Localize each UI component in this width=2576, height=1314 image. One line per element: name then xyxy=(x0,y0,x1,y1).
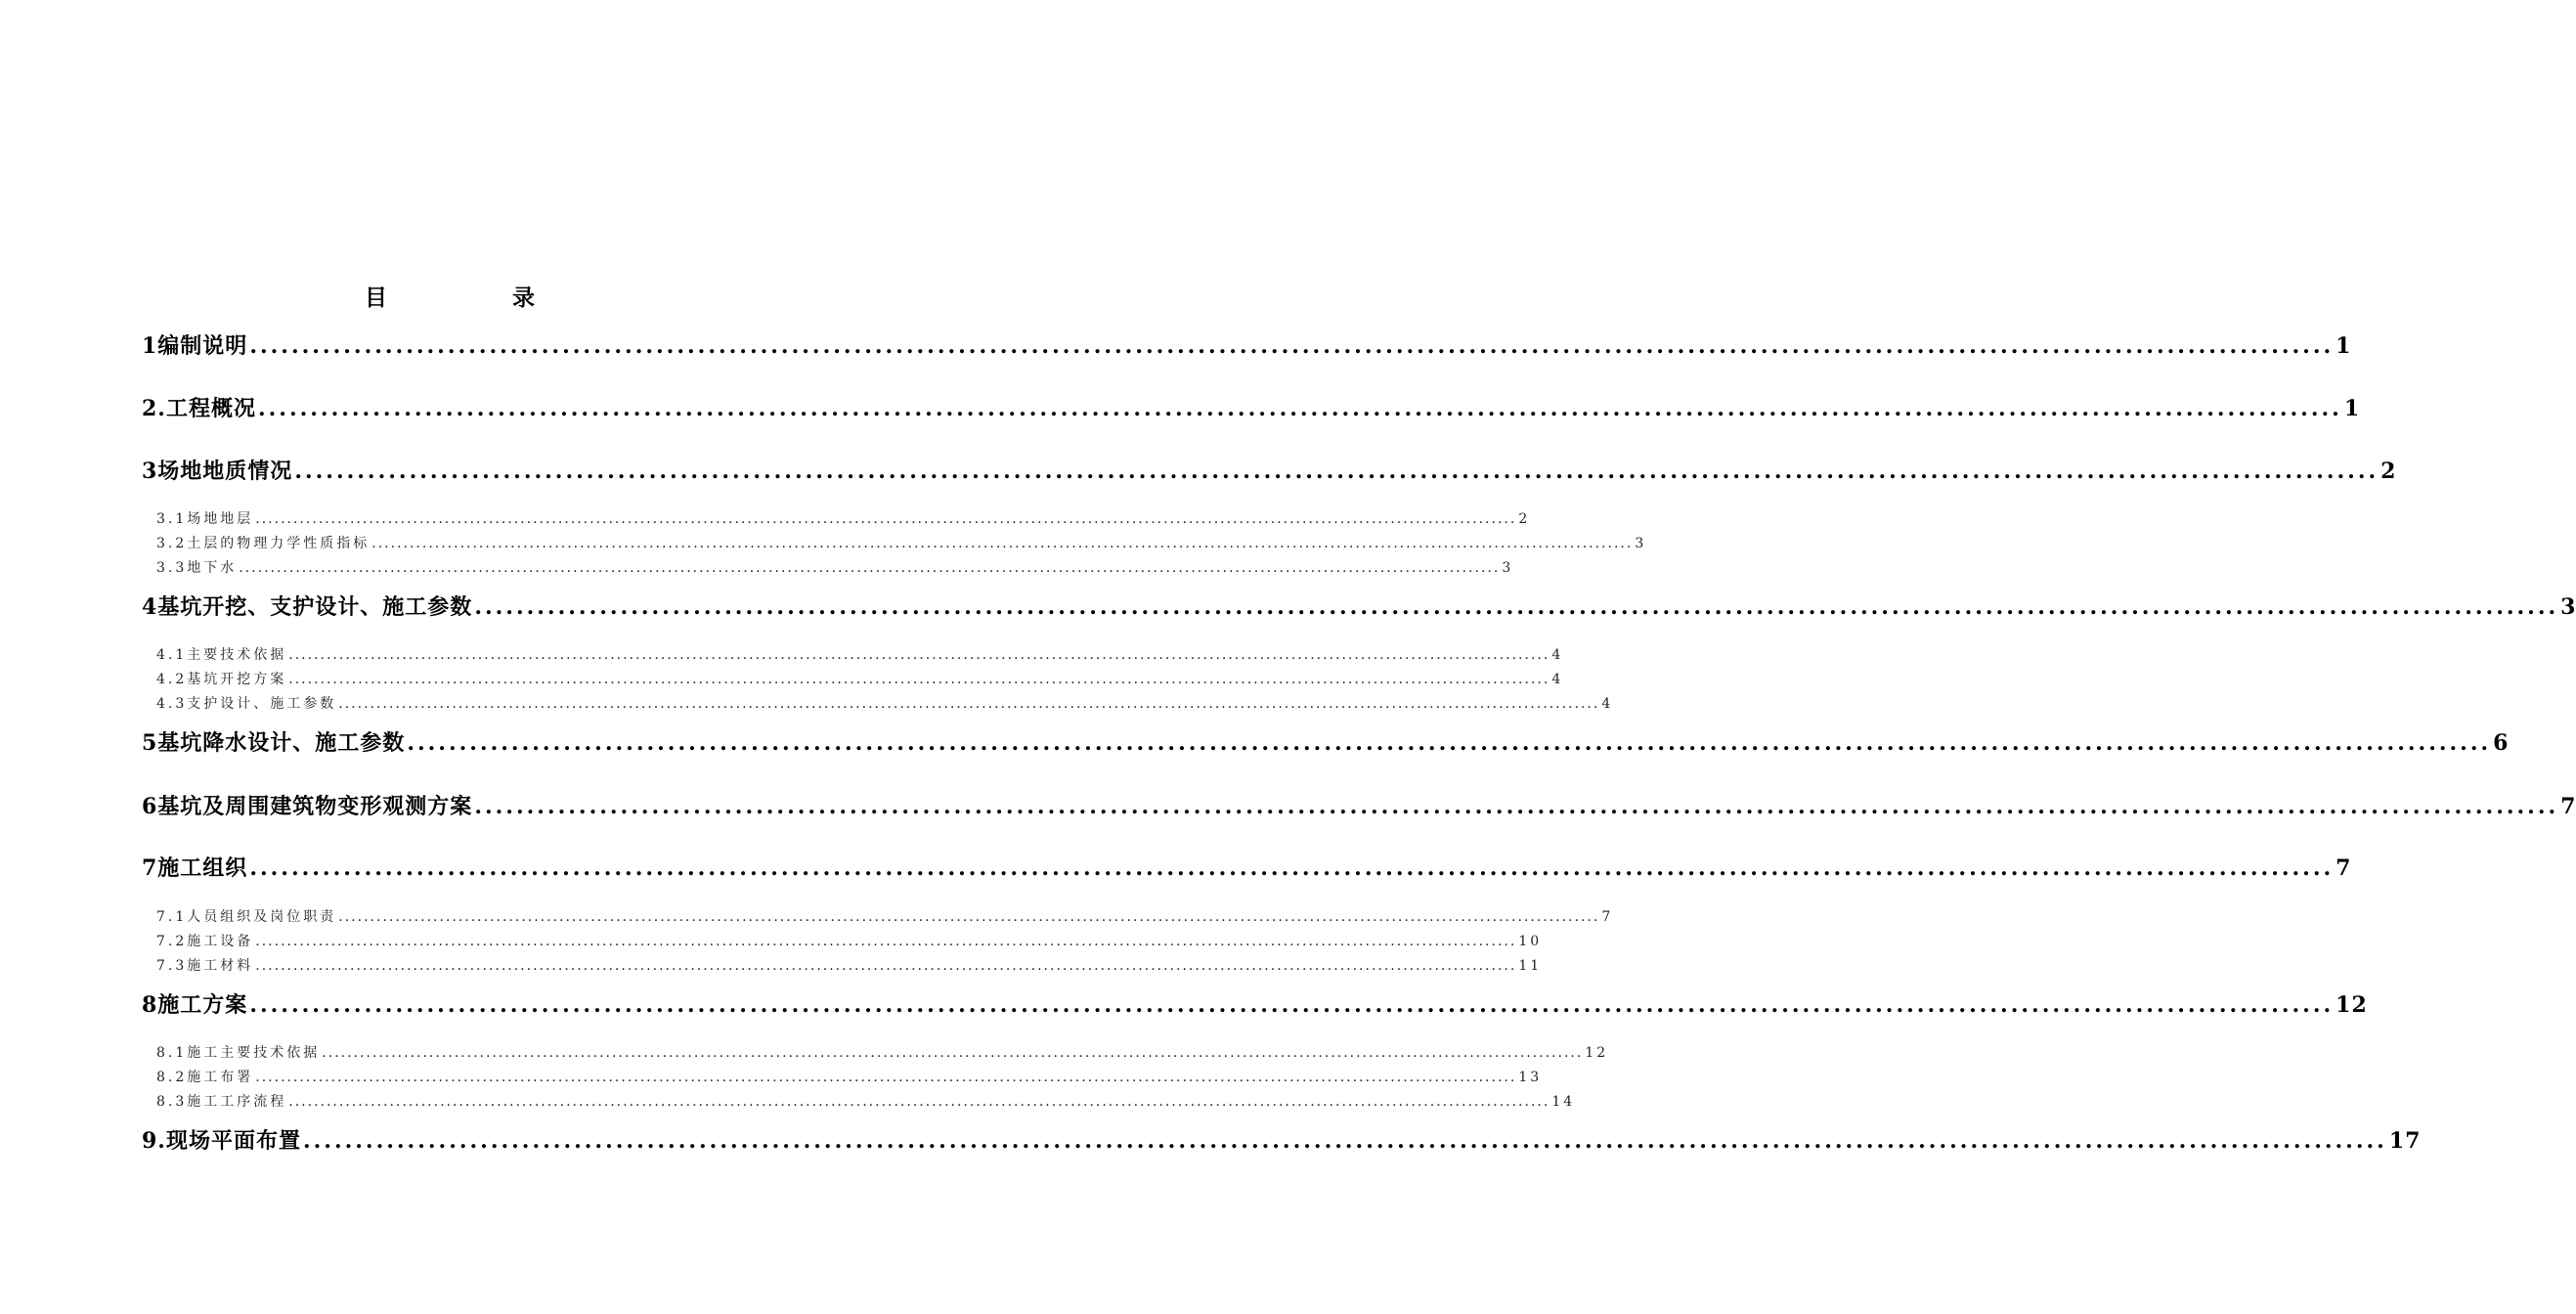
toc-entry-page: 4 xyxy=(1551,647,1564,663)
toc-entry-page: 14 xyxy=(1551,1094,1576,1110)
toc-entry-4-3[interactable] xyxy=(156,693,1614,713)
toc-entry-4-2[interactable] xyxy=(156,669,1564,688)
toc-entry-page: 11 xyxy=(1518,958,1543,974)
dot-leader: ........................................................................................................................................................................................................ xyxy=(249,855,2335,881)
toc-entry-page: 3 xyxy=(1635,536,1647,551)
dot-leader: ........................................................................................................................................................................................................ xyxy=(288,672,1550,687)
dot-leader: ........................................................................................................................................................................................................ xyxy=(302,1128,2387,1154)
toc-entry-label: 4.2基坑开挖方案 xyxy=(156,672,287,687)
toc-entry-page: 3 xyxy=(1502,560,1514,576)
toc-entry-label: 7.1人员组织及岗位职责 xyxy=(156,909,337,925)
toc-entry-label: 3.3地下水 xyxy=(156,560,238,576)
toc-entry-page: 12 xyxy=(1585,1045,1609,1061)
toc-entry-label: 3.2土层的物理力学性质指标 xyxy=(156,536,371,551)
toc-title: 目 录 xyxy=(364,285,593,311)
dot-leader: ........................................................................................................................................................................................................ xyxy=(255,1070,1517,1085)
toc-entry-label: 7施工组织 xyxy=(142,855,248,881)
dot-leader: ........................................................................................................................................................................................................ xyxy=(407,730,2492,756)
toc-entry-7-1[interactable] xyxy=(156,906,1614,926)
toc-entry-page: 4 xyxy=(1551,672,1564,687)
toc-entry-page: 13 xyxy=(1518,1070,1543,1085)
toc-entry-label: 2.工程概况 xyxy=(142,396,256,421)
toc-entry-label: 3场地地质情况 xyxy=(142,459,293,484)
toc-entry-page: 10 xyxy=(1518,934,1543,949)
toc-entry-label: 4基坑开挖、支护设计、施工参数 xyxy=(142,594,473,620)
toc-entry-page: 2 xyxy=(1518,511,1531,527)
dot-leader: ........................................................................................................................................................................................................ xyxy=(338,909,1600,925)
toc-entry-3-1[interactable] xyxy=(156,508,1531,528)
toc-entry-label: 9.现场平面布置 xyxy=(142,1128,301,1154)
toc-entry-6[interactable] xyxy=(142,790,2576,819)
toc-entry-label: 7.3施工材料 xyxy=(156,958,254,974)
toc-entry-page: 12 xyxy=(2336,992,2368,1018)
toc-entry-3-2[interactable] xyxy=(156,533,1647,552)
toc-entry-label: 4.1主要技术依据 xyxy=(156,647,287,663)
dot-leader: ........................................................................................................................................................................................................ xyxy=(249,333,2335,359)
toc-entry-8-3[interactable] xyxy=(156,1091,1576,1111)
toc-entry-label: 1编制说明 xyxy=(142,333,248,359)
dot-leader: ........................................................................................................................................................................................................ xyxy=(255,934,1517,949)
toc-entry-page: 7 xyxy=(2560,794,2576,819)
dot-leader: ........................................................................................................................................................................................................ xyxy=(255,511,1517,527)
toc-entry-page: 1 xyxy=(2343,396,2361,421)
toc-entry-3-3[interactable] xyxy=(156,557,1514,577)
toc-entry-2[interactable] xyxy=(142,392,2361,421)
toc-entry-8-2[interactable] xyxy=(156,1067,1543,1086)
toc-entry-label: 8.1施工主要技术依据 xyxy=(156,1045,321,1061)
dot-leader: ........................................................................................................................................................................................................ xyxy=(288,647,1550,663)
toc-entry-4[interactable] xyxy=(142,591,2576,620)
toc-entry-label: 8.3施工工序流程 xyxy=(156,1094,287,1110)
toc-entry-page: 6 xyxy=(2493,730,2510,756)
dot-leader: ........................................................................................................................................................................................................ xyxy=(294,459,2380,484)
toc-entry-8[interactable] xyxy=(142,988,2368,1018)
dot-leader: ........................................................................................................................................................................................................ xyxy=(249,992,2335,1018)
toc-entry-7-2[interactable] xyxy=(156,931,1543,950)
toc-entry-label: 3.1场地地层 xyxy=(156,511,254,527)
toc-entry-label: 7.2施工设备 xyxy=(156,934,254,949)
toc-entry-1[interactable] xyxy=(142,329,2352,359)
dot-leader: ........................................................................................................................................................................................................ xyxy=(239,560,1501,576)
dot-leader: ........................................................................................................................................................................................................ xyxy=(288,1094,1550,1110)
toc-entry-label: 8施工方案 xyxy=(142,992,248,1018)
dot-leader: ........................................................................................................................................................................................................ xyxy=(474,794,2559,819)
toc-entry-page: 2 xyxy=(2380,459,2397,484)
toc-entry-label: 4.3支护设计、施工参数 xyxy=(156,696,337,712)
toc-entry-7[interactable] xyxy=(142,852,2352,881)
dot-leader: ........................................................................................................................................................................................................ xyxy=(255,958,1517,974)
dot-leader: ........................................................................................................................................................................................................ xyxy=(474,594,2559,620)
toc-entry-8-1[interactable] xyxy=(156,1042,1609,1062)
toc-entry-5[interactable] xyxy=(142,726,2510,756)
toc-entry-page: 3 xyxy=(2560,594,2576,620)
toc-entry-page: 4 xyxy=(1601,696,1614,712)
dot-leader: ........................................................................................................................................................................................................ xyxy=(371,536,1634,551)
toc-entry-page: 7 xyxy=(1601,909,1614,925)
dot-leader: ........................................................................................................................................................................................................ xyxy=(322,1045,1584,1061)
toc-entry-page: 1 xyxy=(2336,333,2352,359)
toc-entry-4-1[interactable] xyxy=(156,644,1564,664)
toc-entry-page: 17 xyxy=(2388,1128,2422,1154)
dot-leader: ........................................................................................................................................................................................................ xyxy=(338,696,1600,712)
toc-entry-label: 6基坑及周围建筑物变形观测方案 xyxy=(142,794,473,819)
toc-entry-3[interactable] xyxy=(142,455,2397,484)
toc-entry-9[interactable] xyxy=(142,1124,2422,1154)
toc-entry-7-3[interactable] xyxy=(156,955,1543,975)
dot-leader: ........................................................................................................................................................................................................ xyxy=(257,396,2342,421)
toc-entry-page: 7 xyxy=(2336,855,2352,881)
toc-entry-label: 8.2施工布署 xyxy=(156,1070,254,1085)
toc-entry-label: 5基坑降水设计、施工参数 xyxy=(142,730,406,756)
